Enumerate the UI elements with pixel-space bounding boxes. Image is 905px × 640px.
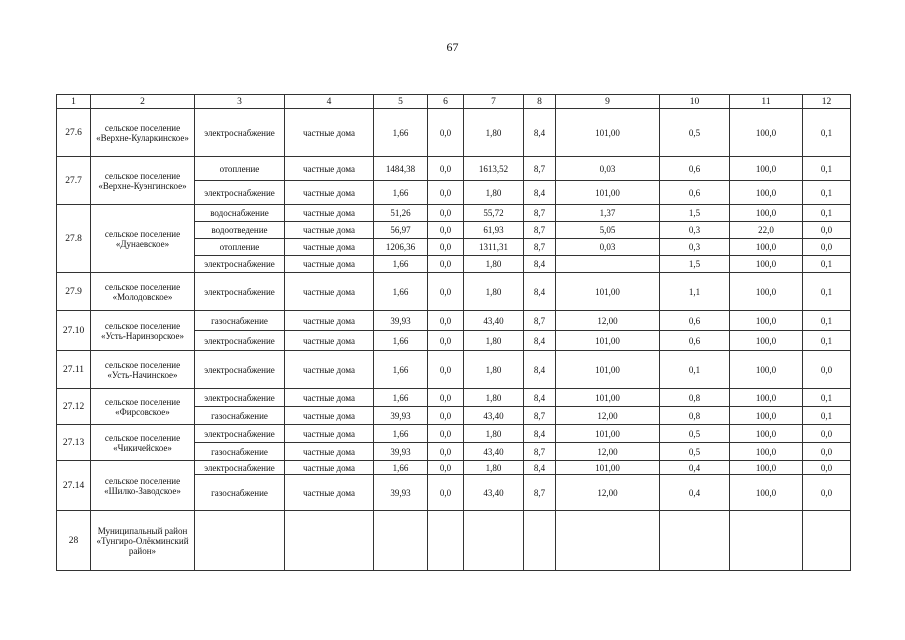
table-cell: 0,6 [660,181,730,205]
table-cell: 61,93 [464,222,524,239]
table-cell: электроснабжение [195,273,285,311]
table-cell: 8,7 [524,311,556,331]
table-cell: 1613,52 [464,157,524,181]
table-cell: 8,4 [524,109,556,157]
table-row [57,273,851,311]
table-cell: газоснабжение [195,475,285,511]
table-cell: 8,4 [524,351,556,389]
row-number: 27.13 [57,425,91,461]
table-cell: частные дома [285,239,374,256]
table-cell: 8,7 [524,407,556,425]
table-cell: 100,0 [730,407,803,425]
table-cell: 0,4 [660,461,730,475]
table-cell: 1,66 [374,461,428,475]
column-header: 7 [464,95,524,109]
table-cell: 0,0 [428,311,464,331]
settlement-name: сельское поселение «Чикичейское» [91,425,195,461]
table-row [57,311,851,331]
table-cell: 0,8 [660,407,730,425]
settlement-name: Муниципальный район «Тунгиро-Олёкминский район» [91,511,195,571]
table-cell: 0,0 [428,256,464,273]
table-cell: 0,3 [660,239,730,256]
table-cell: 12,00 [556,475,660,511]
table-cell: 0,03 [556,239,660,256]
table-cell [428,511,464,571]
table-cell: водоотведение [195,222,285,239]
table-cell: 0,1 [803,181,851,205]
table-cell: 39,93 [374,475,428,511]
table-cell: 101,00 [556,273,660,311]
table-cell: 0,0 [428,331,464,351]
table-cell: 43,40 [464,311,524,331]
table-cell: 0,1 [803,157,851,181]
settlement-name: сельское поселение «Верхне-Куэнгинское» [91,157,195,205]
table-cell: частные дома [285,351,374,389]
row-number: 27.6 [57,109,91,157]
table-cell: 12,00 [556,443,660,461]
table-cell: 0,0 [803,351,851,389]
table-cell: 8,4 [524,256,556,273]
table-cell: 8,7 [524,222,556,239]
row-number: 27.9 [57,273,91,311]
table-cell: частные дома [285,311,374,331]
table-cell: 1,80 [464,331,524,351]
table-cell [730,511,803,571]
table-cell [195,511,285,571]
table-cell: 1311,31 [464,239,524,256]
settlement-name: сельское поселение «Шилко-Заводское» [91,461,195,511]
table-cell: 100,0 [730,389,803,407]
column-header: 5 [374,95,428,109]
table-cell: электроснабжение [195,389,285,407]
table-cell: 39,93 [374,311,428,331]
table-cell [285,511,374,571]
column-header: 10 [660,95,730,109]
table-cell [556,256,660,273]
column-header: 2 [91,95,195,109]
table-cell: 0,1 [803,331,851,351]
column-header: 4 [285,95,374,109]
table-cell [556,511,660,571]
table-cell: 8,4 [524,181,556,205]
column-header: 11 [730,95,803,109]
table-cell: 0,0 [428,475,464,511]
table-cell: 56,97 [374,222,428,239]
table-cell: 12,00 [556,407,660,425]
table-cell: 8,7 [524,239,556,256]
table-cell: 8,4 [524,425,556,443]
table-cell: частные дома [285,443,374,461]
table-cell: 100,0 [730,331,803,351]
table-cell: 100,0 [730,109,803,157]
settlement-name: сельское поселение «Верхне-Куларкинское» [91,109,195,157]
table-cell [524,511,556,571]
table-cell: 0,6 [660,157,730,181]
table-cell: 0,0 [428,222,464,239]
table-cell: 0,5 [660,443,730,461]
table-cell: 8,7 [524,205,556,222]
table-row [57,205,851,222]
table-cell: 101,00 [556,461,660,475]
table-cell: 55,72 [464,205,524,222]
table-cell: 0,1 [803,389,851,407]
table-cell: 0,5 [660,109,730,157]
table-cell: 0,1 [803,407,851,425]
table-cell: электроснабжение [195,331,285,351]
table-cell: водоснабжение [195,205,285,222]
table-row [57,461,851,475]
table-cell: 1,80 [464,273,524,311]
table-cell: 0,1 [803,256,851,273]
table-cell: 1,66 [374,273,428,311]
table-row [57,109,851,157]
table-cell: 0,6 [660,331,730,351]
table-cell: 22,0 [730,222,803,239]
page-number: 67 [446,40,459,54]
table-cell: 1,80 [464,181,524,205]
table-cell: электроснабжение [195,181,285,205]
row-number: 27.10 [57,311,91,351]
table-cell: электроснабжение [195,425,285,443]
table-cell: 1,66 [374,181,428,205]
table-cell: 1,5 [660,205,730,222]
table-cell: 51,26 [374,205,428,222]
table-cell: 0,0 [803,443,851,461]
table-cell: электроснабжение [195,256,285,273]
settlement-name: сельское поселение «Фирсовское» [91,389,195,425]
table-cell: 100,0 [730,425,803,443]
row-number: 27.11 [57,351,91,389]
table-cell: 8,4 [524,389,556,407]
table-cell: 100,0 [730,351,803,389]
table-cell: 43,40 [464,443,524,461]
table-row [57,389,851,407]
table-cell: частные дома [285,331,374,351]
row-number: 27.12 [57,389,91,425]
table-cell: частные дома [285,425,374,443]
settlement-name: сельское поселение «Дунаевское» [91,205,195,273]
table-cell: 1,80 [464,109,524,157]
table-cell: 1,37 [556,205,660,222]
table-cell: 8,4 [524,331,556,351]
table-cell: частные дома [285,109,374,157]
table-cell: отопление [195,239,285,256]
table-cell: 8,7 [524,475,556,511]
table-cell: 0,5 [660,425,730,443]
table-cell: частные дома [285,461,374,475]
table-cell: 1,80 [464,351,524,389]
table-cell: частные дома [285,205,374,222]
table-cell [660,511,730,571]
table-cell: частные дома [285,475,374,511]
table-cell: 0,6 [660,311,730,331]
table-cell: 0,0 [428,239,464,256]
table-cell: частные дома [285,407,374,425]
table-cell [464,511,524,571]
column-header: 3 [195,95,285,109]
table-cell: 0,1 [803,273,851,311]
column-header: 6 [428,95,464,109]
table-cell: 0,3 [660,222,730,239]
table-cell: 100,0 [730,273,803,311]
table-cell: 100,0 [730,443,803,461]
row-number: 27.8 [57,205,91,273]
table-cell: 0,0 [428,407,464,425]
table-cell: электроснабжение [195,109,285,157]
table-cell: 0,1 [803,311,851,331]
table-cell: 1,80 [464,389,524,407]
table-cell: 0,1 [803,109,851,157]
table-row [57,351,851,389]
row-number: 27.7 [57,157,91,205]
header-row [57,95,851,109]
table-cell: 1,66 [374,109,428,157]
table-cell: газоснабжение [195,443,285,461]
table-cell: 0,0 [803,475,851,511]
table-cell: 1,80 [464,256,524,273]
table-cell: 0,1 [803,205,851,222]
table-cell [374,511,428,571]
table-cell: 0,0 [803,461,851,475]
table-cell: 1,66 [374,425,428,443]
table-cell: частные дома [285,181,374,205]
table-cell: 101,00 [556,425,660,443]
table-cell: 101,00 [556,389,660,407]
table-cell: 101,00 [556,109,660,157]
table-row [57,511,851,571]
table-cell: 8,7 [524,157,556,181]
table-cell: 0,0 [428,181,464,205]
table-cell: 0,8 [660,389,730,407]
table-cell: 100,0 [730,157,803,181]
table-cell: электроснабжение [195,461,285,475]
table-cell: частные дома [285,389,374,407]
table-cell: газоснабжение [195,407,285,425]
table-cell: отопление [195,157,285,181]
table-cell: 0,0 [428,351,464,389]
column-header: 8 [524,95,556,109]
row-number: 27.14 [57,461,91,511]
table-cell: 39,93 [374,407,428,425]
table-cell: 12,00 [556,311,660,331]
table-cell: 0,0 [428,389,464,407]
table-cell: 8,4 [524,273,556,311]
table-cell: 100,0 [730,205,803,222]
table-cell: 8,7 [524,443,556,461]
table-cell: 0,0 [428,157,464,181]
table-cell: 0,0 [428,205,464,222]
table-cell: 100,0 [730,181,803,205]
table-cell: 1,66 [374,351,428,389]
table-cell: 0,0 [803,239,851,256]
table-cell: 1206,36 [374,239,428,256]
table-row [57,157,851,181]
table-cell: 0,0 [428,443,464,461]
table-cell: 5,05 [556,222,660,239]
table-cell: частные дома [285,157,374,181]
column-header: 9 [556,95,660,109]
table-cell: 1,66 [374,389,428,407]
table-cell: 8,4 [524,461,556,475]
table-cell: частные дома [285,222,374,239]
table-cell: 1,66 [374,256,428,273]
settlement-name: сельское поселение «Усть-Наринзорское» [91,311,195,351]
table-cell: 0,03 [556,157,660,181]
table-cell: 100,0 [730,461,803,475]
table-cell: 39,93 [374,443,428,461]
table-cell: 1,5 [660,256,730,273]
data-table [56,94,851,571]
table-cell: 1484,38 [374,157,428,181]
table-cell: частные дома [285,273,374,311]
table-cell [803,511,851,571]
table-cell: 100,0 [730,256,803,273]
table-cell: газоснабжение [195,311,285,331]
table-cell: 1,1 [660,273,730,311]
table-cell: 0,0 [428,273,464,311]
table-cell: 100,0 [730,239,803,256]
table-cell: 100,0 [730,475,803,511]
table-cell: 0,0 [803,222,851,239]
table-cell: частные дома [285,256,374,273]
table-cell: 1,80 [464,425,524,443]
row-number: 28 [57,511,91,571]
table-cell: 101,00 [556,331,660,351]
table-cell: электроснабжение [195,351,285,389]
table-cell: 43,40 [464,407,524,425]
column-header: 1 [57,95,91,109]
table-cell: 0,0 [428,425,464,443]
table-cell: 101,00 [556,351,660,389]
table-cell: 0,1 [660,351,730,389]
table-cell: 0,0 [428,461,464,475]
table-cell: 1,66 [374,331,428,351]
table-cell: 43,40 [464,475,524,511]
table-cell: 100,0 [730,311,803,331]
table-cell: 0,4 [660,475,730,511]
table-cell: 0,0 [428,109,464,157]
column-header: 12 [803,95,851,109]
settlement-name: сельское поселение «Усть-Начинское» [91,351,195,389]
table-cell: 0,0 [803,425,851,443]
table-cell: 101,00 [556,181,660,205]
settlement-name: сельское поселение «Молодовское» [91,273,195,311]
table-cell: 1,80 [464,461,524,475]
table-row [57,425,851,443]
